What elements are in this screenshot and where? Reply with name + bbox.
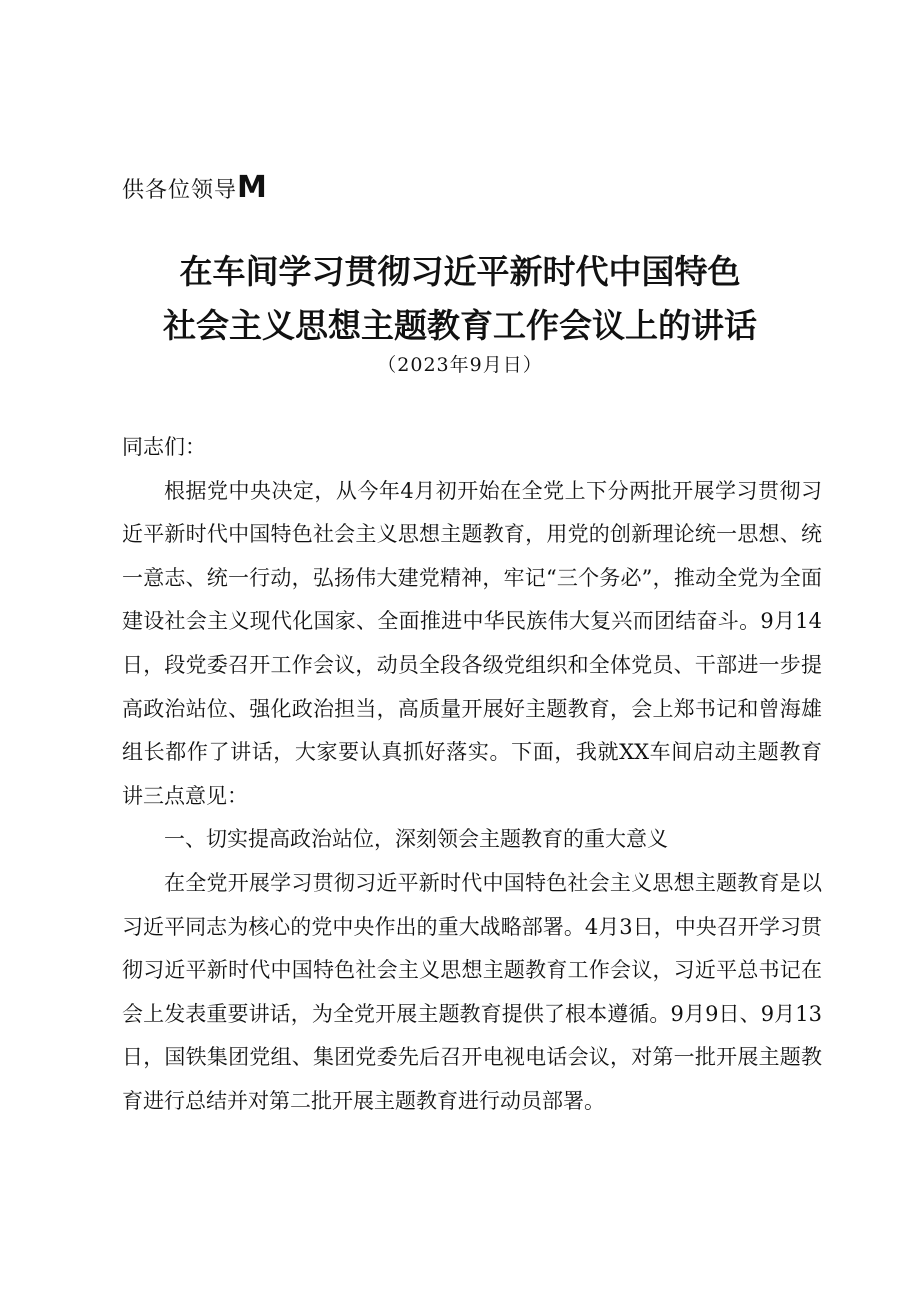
document-title-line-2: 社会主义思想主题教育工作会议上的讲话 [163, 306, 757, 345]
salutation: 同志们： [122, 435, 206, 459]
document-date: （2023年9月日） [377, 354, 543, 376]
section-heading-1: 一、切实提高政治站位，深刻领会主题教育的重大意义 [164, 827, 668, 852]
header-note [122, 170, 268, 205]
header-note-text: 供各位领导 [122, 178, 238, 203]
paragraph-1: 根据党中央决定，从今年4月初开始在全党上下分两批开展学习贯彻习近平新时代中国特色社会主义思想主题教育，用党的创新理论统一思想、统一意志、统一行动，弘扬伟大建党精神，牢记“三个务必”，推动全党为全面建设社会主义现代化国家、全面推进中华民族伟大复兴而团结奋斗。9月14日，段党委召开工作会议，动员全段各级党组织和全体党员、干部进一步提高政治站位、强化政治担当，高质量开展好主题教育，会上郑书记和曾海雄组长都作了讲话，大家要认真抓好落实。下面，我就XX车间启动主题教育讲三点意见： [122, 478, 822, 808]
document-title-line-1: 在车间学习贯彻习近平新时代中国特色 [179, 252, 741, 291]
document-body [122, 426, 822, 1124]
header-note-mark: M [237, 170, 268, 205]
paragraph-2: 在全党开展学习贯彻习近平新时代中国特色社会主义思想主题教育是以习近平同志为核心的党中央作出的重大战略部署。4月3日，中央召开学习贯彻习近平新时代中国特色社会主义思想主题教育工作会议，习近平总书记在会上发表重要讲话，为全党开展主题教育提供了根本遵循。9月9日、9月13日，国铁集团党组、集团党委先后召开电视电话会议，对第一批开展主题教育进行总结并对第二批开展主题教育进行动员部署。 [122, 870, 822, 1113]
